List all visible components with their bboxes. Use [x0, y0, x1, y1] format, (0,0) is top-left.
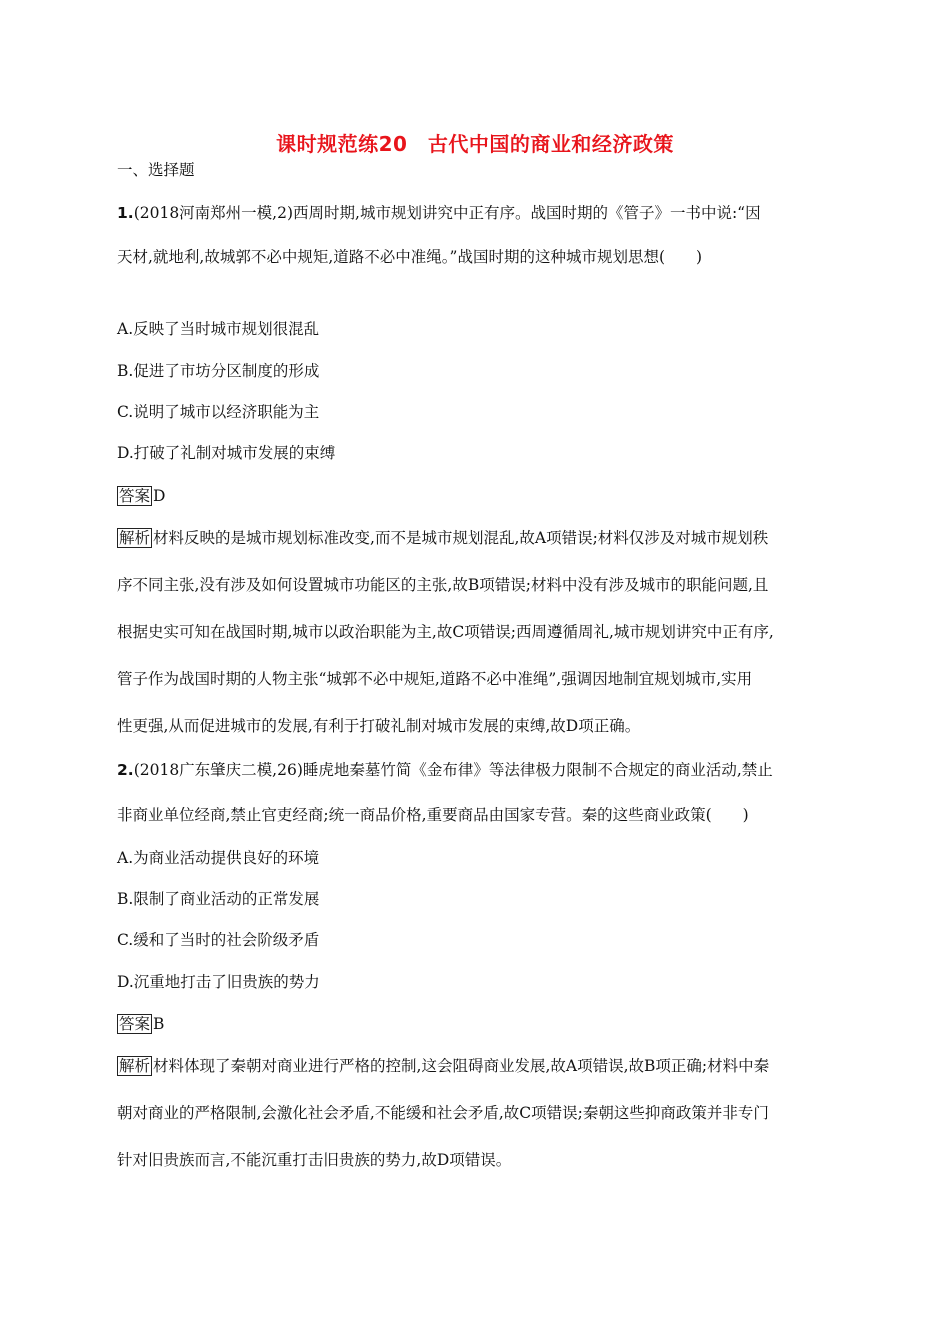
question-2-stem-line-1 — [117, 760, 773, 780]
question-1-analysis-line-3: 根据史实可知在战国时期,城市以政治职能为主,故C项错误;西周遵循周礼,城市规划讲究中正有序, — [117, 623, 774, 641]
question-1-option-b: B.促进了市坊分区制度的形成 — [117, 362, 320, 380]
question-1-option-c: C.说明了城市以经济职能为主 — [117, 403, 320, 421]
analysis-text: 材料反映的是城市规划标准改变,而不是城市规划混乱,故A项错误;材料仅涉及对城市规划秩 — [153, 529, 769, 547]
question-2-option-b: B.限制了商业活动的正常发展 — [117, 890, 320, 908]
question-2-stem-line-2: 非商业单位经商,禁止官吏经商;统一商品价格,重要商品由国家专营。秦的这些商业政策( ) — [117, 806, 749, 824]
question-1-analysis-line-5: 性更强,从而促进城市的发展,有利于打破礼制对城市发展的束缚,故D项正确。 — [117, 717, 641, 735]
question-1-answer — [117, 486, 165, 506]
question-2-analysis-line-3: 针对旧贵族而言,不能沉重打击旧贵族的势力,故D项错误。 — [117, 1151, 512, 1169]
section-heading: 一、选择题 — [117, 161, 195, 179]
question-2-stem-text-1: (2018广东肇庆二模,26)睡虎地秦墓竹简《金布律》等法律极力限制不合规定的商业活动,禁止 — [133, 761, 773, 779]
question-1-stem-text-1: (2018河南郑州一模,2)西周时期,城市规划讲究中正有序。战国时期的《管子》一书中说:“因 — [133, 204, 761, 222]
answer-label: 答案 — [119, 487, 151, 505]
question-2-option-c: C.缓和了当时的社会阶级矛盾 — [117, 931, 320, 949]
answer-value: D — [153, 487, 166, 505]
question-2-answer — [117, 1014, 164, 1034]
question-1-option-d: D.打破了礼制对城市发展的束缚 — [117, 444, 336, 462]
question-1-stem-line-1 — [117, 203, 761, 223]
analysis-text: 材料体现了秦朝对商业进行严格的控制,这会阻碍商业发展,故A项错误,故B项正确;材料中秦 — [153, 1057, 770, 1075]
analysis-label: 解析 — [119, 529, 151, 547]
analysis-label: 解析 — [119, 1057, 151, 1075]
question-1-stem-line-2: 天材,就地利,故城郭不必中规矩,道路不必中准绳。”战国时期的这种城市规划思想( ) — [117, 248, 703, 266]
question-2-option-d: D.沉重地打击了旧贵族的势力 — [117, 973, 320, 991]
question-1-analysis-line-4: 管子作为战国时期的人物主张“城郭不必中规矩,道路不必中准绳”,强调因地制宜规划城市,实用 — [117, 670, 753, 688]
answer-label: 答案 — [119, 1015, 151, 1033]
question-1-option-a: A.反映了当时城市规划很混乱 — [117, 320, 320, 338]
question-1-number: 1. — [117, 204, 134, 222]
question-2-analysis-line-1 — [117, 1056, 769, 1076]
question-2-number: 2. — [117, 761, 134, 779]
question-1-analysis-line-1 — [117, 528, 768, 548]
question-2-option-a: A.为商业活动提供良好的环境 — [117, 849, 320, 867]
answer-value: B — [153, 1015, 165, 1033]
page-title: 课时规范练20 古代中国的商业和经济政策 — [276, 132, 674, 156]
question-1-analysis-line-2: 序不同主张,没有涉及如何设置城市功能区的主张,故B项错误;材料中没有涉及城市的职能问题,且 — [117, 576, 769, 594]
question-2-analysis-line-2: 朝对商业的严格限制,会激化社会矛盾,不能缓和社会矛盾,故C项错误;秦朝这些抑商政策并非专门 — [117, 1104, 769, 1122]
